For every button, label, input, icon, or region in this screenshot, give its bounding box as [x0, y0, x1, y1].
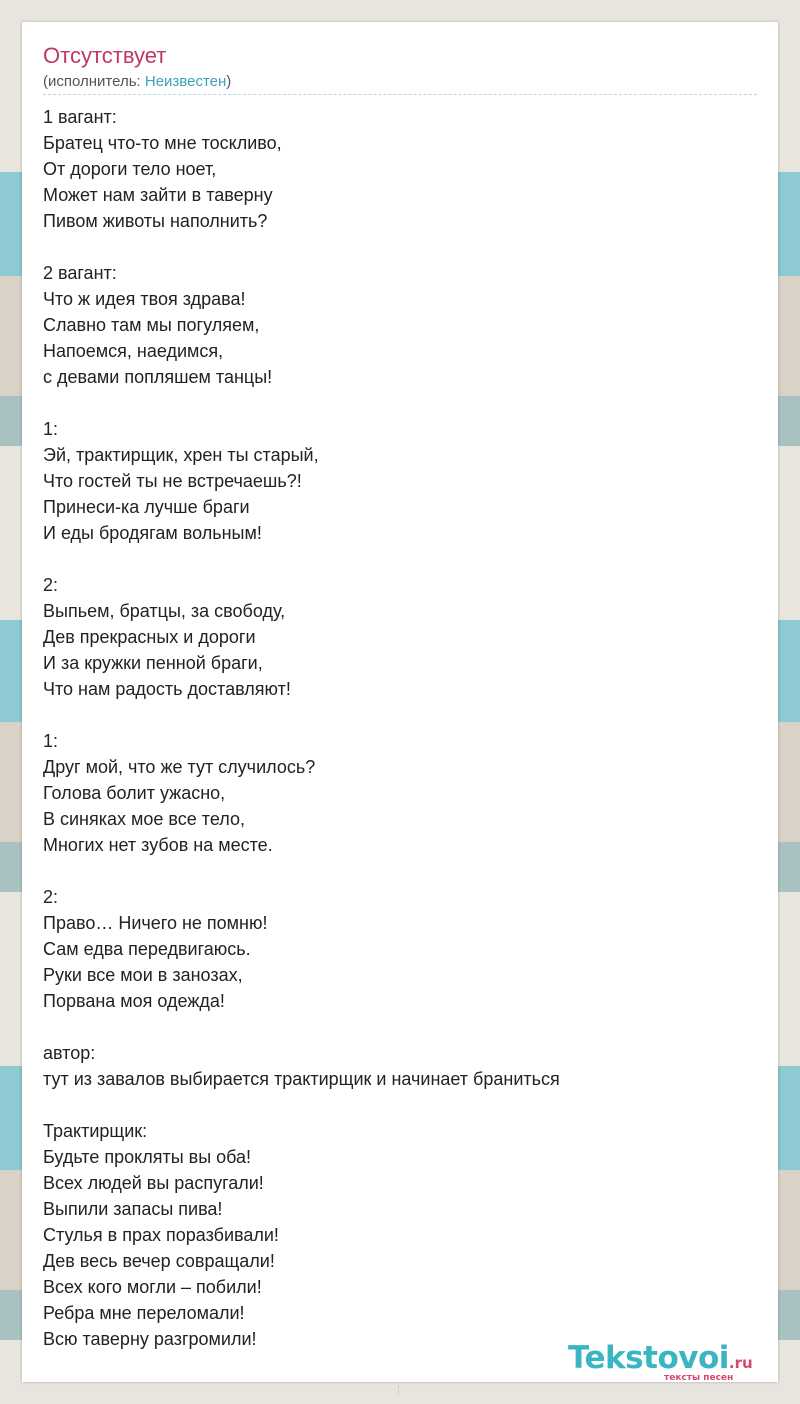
lyric-line: Всех кого могли – побили! — [43, 1277, 262, 1297]
lyric-line: От дороги тело ноет, — [43, 159, 217, 179]
lyric-line: Всех людей вы распугали! — [43, 1173, 264, 1193]
site-logo[interactable] — [568, 1340, 778, 1384]
lyric-line: Пивом животы наполнить? — [43, 211, 268, 231]
lyric-line: Может нам зайти в таверну — [43, 185, 273, 205]
lyric-line: Дев весь вечер совращали! — [43, 1251, 275, 1271]
lyric-line: Ребра мне переломали! — [43, 1303, 245, 1323]
lyric-line: Выпьем, братцы, за свободу, — [43, 601, 286, 621]
performer-line — [43, 72, 231, 92]
lyric-line: Что нам радость доставляют! — [43, 679, 291, 699]
lyric-blank-line — [43, 390, 757, 416]
lyric-line: Порвана моя одежда! — [43, 991, 225, 1011]
lyric-line: автор: — [43, 1043, 96, 1063]
lyric-blank-line — [43, 1092, 757, 1118]
performer-prefix: (исполнитель: — [43, 73, 145, 90]
lyric-line: И за кружки пенной браги, — [43, 653, 263, 673]
logo-tagline: тексты песен — [664, 1373, 734, 1383]
lyric-line: И еды бродягам вольным! — [43, 523, 262, 543]
lyric-line: Будьте прокляты вы оба! — [43, 1147, 252, 1167]
lyric-line: Руки все мои в занозах, — [43, 965, 243, 985]
lyric-line: Стулья в прах поразбивали! — [43, 1225, 279, 1245]
lyric-line: Дев прекрасных и дороги — [43, 627, 256, 647]
lyric-blank-line — [43, 858, 757, 884]
lyric-line: Право… Ничего не помню! — [43, 913, 268, 933]
logo-name: Tekstovoi — [568, 1340, 729, 1376]
lyric-line: Славно там мы погуляем, — [43, 315, 260, 335]
logo-tld: .ru — [728, 1354, 753, 1372]
song-title: Отсутствует — [43, 43, 167, 68]
lyric-line: Что ж идея твоя здрава! — [43, 289, 246, 309]
lyric-line: 1 вагант: — [43, 107, 117, 127]
lyric-line: В синяках мое все тело, — [43, 809, 245, 829]
lyric-line: 2: — [43, 887, 59, 907]
lyrics-text — [43, 104, 757, 1352]
lyric-line: Выпили запасы пива! — [43, 1199, 223, 1219]
lyric-blank-line — [43, 234, 757, 260]
lyric-line: тут из завалов выбирается трактирщик и начинает браниться — [43, 1069, 560, 1089]
lyric-line: Братец что-то мне тоскливо, — [43, 133, 282, 153]
artist-link[interactable]: Неизвестен — [144, 73, 227, 90]
lyric-blank-line — [43, 1014, 757, 1040]
title-divider — [43, 94, 757, 95]
lyric-line: Трактирщик: — [43, 1121, 148, 1141]
lyric-line: Многих нет зубов на месте. — [43, 835, 273, 855]
lyric-line: Напоемся, наедимся, — [43, 341, 224, 361]
lyric-line: Эй, трактирщик, хрен ты старый, — [43, 445, 319, 465]
lyric-blank-line — [43, 546, 757, 572]
lyric-line: 1: — [43, 419, 59, 439]
lyric-line: Принеси-ка лучше браги — [43, 497, 250, 517]
lyric-line: Всю таверну разгромили! — [43, 1329, 257, 1349]
lyric-line: с девами попляшем танцы! — [43, 367, 273, 387]
lyrics-card — [22, 22, 778, 1382]
lyric-line: Что гостей ты не встречаешь?! — [43, 471, 302, 491]
lyric-blank-line — [43, 702, 757, 728]
lyric-line: Друг мой, что же тут случилось? — [43, 757, 316, 777]
lyric-line: 2 вагант: — [43, 263, 117, 283]
lyric-line: Голова болит ужасно, — [43, 783, 226, 803]
lyric-line: 2: — [43, 575, 59, 595]
lyric-line: Сам едва передвигаюсь. — [43, 939, 251, 959]
performer-suffix: ) — [226, 73, 232, 90]
lyric-line: 1: — [43, 731, 59, 751]
bottom-marker — [398, 1386, 399, 1396]
